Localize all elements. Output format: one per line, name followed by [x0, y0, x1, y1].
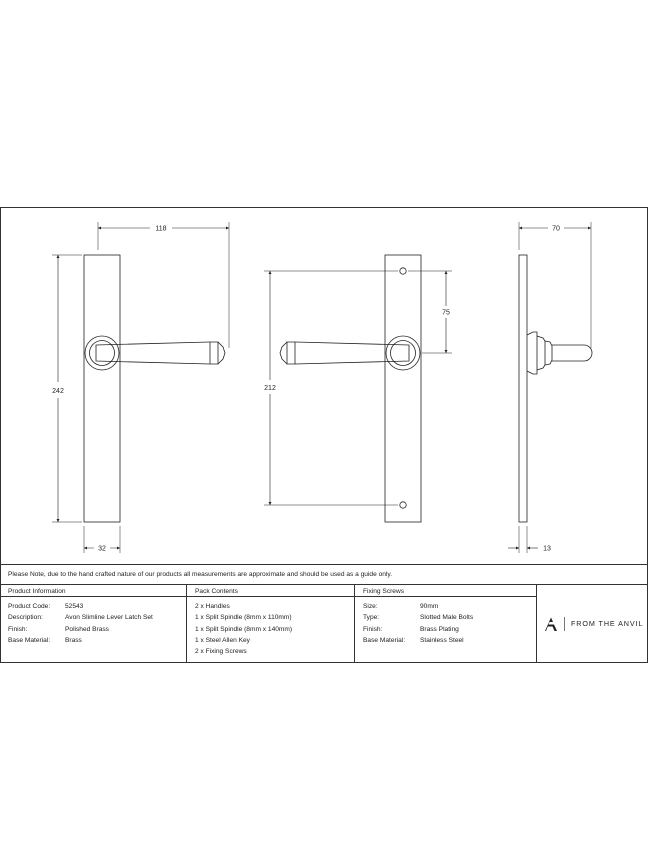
- dim-label-75: 75: [442, 309, 450, 317]
- measurement-note: Please Note, due to the hand crafted nature of our products all measurements are approximate and should be used as a guide only.: [0, 564, 648, 585]
- dim-label-242: 242: [52, 388, 64, 395]
- info-row: Base Material: Brass: [8, 636, 82, 644]
- dim-label-70: 70: [552, 225, 560, 233]
- fixing-screws-panel: [355, 585, 537, 662]
- pack-item: 2 x Handles: [195, 603, 230, 610]
- base-material-value: Brass: [65, 636, 82, 644]
- screw-row: Finish: Brass Plating: [363, 625, 459, 633]
- dim-label-118: 118: [155, 225, 167, 233]
- screw-material-value: Stainless Steel: [420, 636, 464, 644]
- pack-item: 2 x Fixing Screws: [195, 648, 247, 656]
- side-rose-base: [527, 332, 537, 374]
- finish-value: Polished Brass: [65, 625, 109, 633]
- brand-logo: [537, 585, 647, 662]
- side-rose-neck: [545, 341, 552, 365]
- front-lever-tip: [218, 342, 225, 364]
- fixing-screws-heading: Fixing Screws: [355, 585, 536, 597]
- screw-type-value: Slotted Male Bolts: [420, 614, 474, 622]
- pack-contents-panel: [187, 585, 355, 662]
- pack-item: 1 x Steel Allen Key: [195, 636, 250, 644]
- screw-row: Base Material: Stainless Steel: [363, 636, 464, 644]
- dim-label-13: 13: [543, 545, 551, 553]
- info-row: Product Code: 52543: [8, 603, 84, 610]
- pack-item: 1 x Split Spindle (8mm x 110mm): [195, 614, 292, 622]
- screw-finish-value: Brass Plating: [420, 625, 459, 633]
- brand-name: FROM THE ANVIL: [571, 619, 644, 628]
- product-code-value: 52543: [65, 603, 84, 610]
- back-lever-tip: [280, 342, 287, 364]
- back-fixing-hole-bottom: [400, 502, 406, 508]
- side-rose-collar: [537, 336, 545, 370]
- side-backplate: [519, 255, 527, 522]
- product-information-panel: [0, 585, 187, 662]
- back-view: [264, 255, 452, 522]
- screw-row: Type: Slotted Male Bolts: [363, 614, 474, 622]
- description-value: Avon Slimline Lever Latch Set: [65, 614, 153, 622]
- pack-contents-heading: Pack Contents: [187, 585, 354, 597]
- screw-size-value: 90mm: [420, 603, 439, 610]
- dim-label-212: 212: [264, 385, 276, 392]
- info-row: Description: Avon Slimline Lever Latch Set: [8, 614, 153, 622]
- pack-item: 1 x Split Spindle (8mm x 140mm): [195, 625, 293, 633]
- back-fixing-hole-top: [400, 268, 406, 274]
- screw-row: Size: 90mm: [363, 603, 439, 610]
- anvil-a-logo-icon: [543, 616, 559, 632]
- back-backplate: [385, 255, 421, 522]
- front-rose-outer: [85, 336, 119, 370]
- side-view: [508, 222, 592, 553]
- side-lever-end: [552, 345, 592, 361]
- back-rose-outer: [386, 336, 420, 370]
- dim-label-32: 32: [98, 545, 106, 553]
- product-information-heading: Product Information: [0, 585, 186, 597]
- logo-divider: [564, 617, 565, 631]
- info-row: Finish: Polished Brass: [8, 625, 109, 633]
- front-view: [52, 222, 229, 553]
- front-backplate: [84, 255, 120, 522]
